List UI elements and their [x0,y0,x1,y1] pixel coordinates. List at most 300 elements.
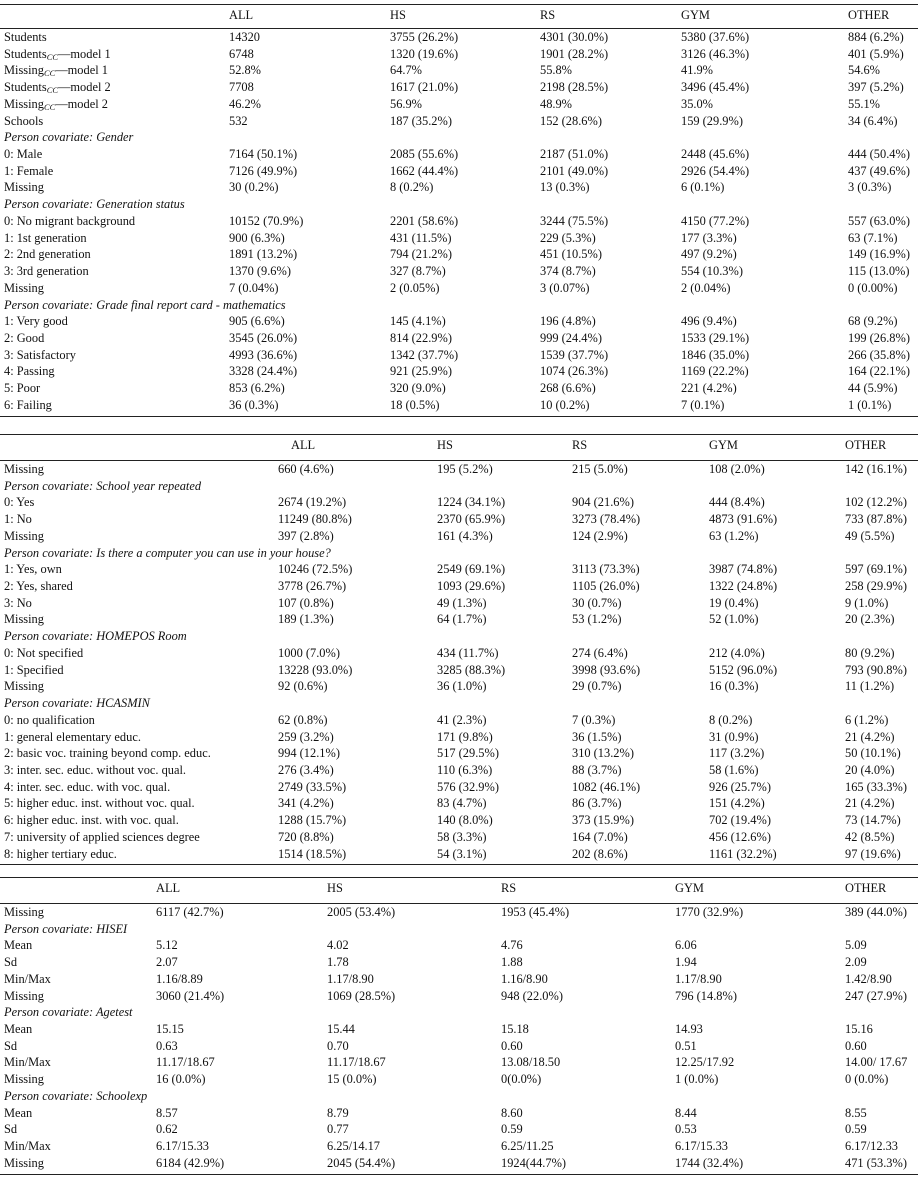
table-cell: 20 (4.0%) [845,762,895,777]
table-cell: 54 (3.1%) [437,846,487,861]
table-cell: 1744 (32.4%) [675,1155,744,1170]
table-cell: 1288 (15.7%) [278,813,347,828]
table-row [0,988,918,1005]
table-cell: 2674 (19.2%) [278,495,347,510]
table-row [0,954,918,971]
row-label: Sd [4,1122,18,1137]
section-heading-row [0,478,918,495]
table-row [0,461,918,478]
column-header: HS [327,881,343,895]
column-header: HS [390,8,406,22]
table-cell: 1 (0.1%) [848,397,892,412]
row-label [4,46,111,63]
row-label [4,79,111,96]
table-row [0,113,918,130]
table-cell: 13 (0.3%) [540,180,590,195]
row-label: Missing [4,988,44,1003]
table-cell: 397 (2.8%) [278,528,334,543]
table-row [0,1121,918,1138]
section-heading-row [0,695,918,712]
table-cell: 1.42/8.90 [845,971,892,986]
table-cell: 341 (4.2%) [278,796,334,811]
table-cell: 2926 (54.4%) [681,163,750,178]
table-cell: 3 (0.3%) [848,180,892,195]
table-cell: 229 (5.3%) [540,230,596,245]
section-heading: Person covariate: Agetest [4,1005,133,1020]
table-cell: 63 (7.1%) [848,230,898,245]
table-cell: 1539 (37.7%) [540,347,609,362]
table-cell: 64 (1.7%) [437,612,487,627]
table-cell: 532 [229,113,248,128]
row-label-subscript: CC [43,68,56,79]
table-row [0,779,918,796]
table-bottom-rule [0,864,918,865]
table-cell: 15.16 [845,1022,873,1037]
table-cell: 151 (4.2%) [709,796,765,811]
table-cell: 3273 (78.4%) [572,512,641,527]
row-label-text: Missing [4,96,44,111]
table-cell: 110 (6.3%) [437,762,493,777]
table-cell: 1342 (37.7%) [390,347,459,362]
table-row [0,280,918,297]
row-label: Missing [4,280,44,295]
table-cell: 2749 (33.5%) [278,779,347,794]
table-cell: 3244 (75.5%) [540,213,609,228]
table-cell: 7 (0.1%) [681,397,725,412]
table-cell: 373 (15.9%) [572,813,634,828]
table-cell: 2.07 [156,955,178,970]
table-cell: 0.60 [845,1038,867,1053]
table-cell: 140 (8.0%) [437,813,493,828]
table-row [0,904,918,921]
table-top-rule [0,4,918,5]
row-label-subscript: CC [46,85,59,96]
table-cell: 471 (53.3%) [845,1155,907,1170]
table-row [0,347,918,364]
row-label: 0: Not specified [4,645,84,660]
table-cell: 49 (1.3%) [437,595,487,610]
section-heading-row [0,196,918,213]
row-label: Min/Max [4,1139,51,1154]
row-label: 0: Male [4,147,43,162]
row-label: 8: higher tertiary educ. [4,846,117,861]
table-cell: 159 (29.9%) [681,113,743,128]
row-label: Min/Max [4,1055,51,1070]
table-cell: 88 (3.7%) [572,762,622,777]
section-heading-row [0,921,918,938]
table-row [0,213,918,230]
table-cell: 733 (87.8%) [845,512,907,527]
table-cell: 8.60 [501,1105,523,1120]
table-row [0,397,918,414]
table-row [0,1138,918,1155]
table-cell: 212 (4.0%) [709,645,765,660]
row-label-suffix: —model 1 [58,46,111,61]
table-cell: 1224 (34.1%) [437,495,506,510]
column-header: ALL [156,881,181,895]
column-header: RS [501,881,517,895]
table-cell: 6.17/15.33 [156,1139,210,1154]
row-label-suffix: —model 1 [55,63,108,78]
table-cell: 107 (0.8%) [278,595,334,610]
table-cell: 900 (6.3%) [229,230,285,245]
table-cell: 4301 (30.0%) [540,30,609,44]
table-row [0,528,918,545]
table-cell: 4873 (91.6%) [709,512,778,527]
table-cell: 9 (1.0%) [845,595,889,610]
table-cell: 6 (0.1%) [681,180,725,195]
row-label-text: Students [4,46,47,61]
row-label: 0: no qualification [4,712,95,727]
table-cell: 10246 (72.5%) [278,562,353,577]
table-cell: 1514 (18.5%) [278,846,347,861]
table-cell: 576 (32.9%) [437,779,499,794]
section-heading-row [0,1004,918,1021]
table-cell: 6.06 [675,938,697,953]
table-cell: 18 (0.5%) [390,397,440,412]
table-cell: 53 (1.2%) [572,612,622,627]
table-cell: 497 (9.2%) [681,247,737,262]
table-cell: 2085 (55.6%) [390,147,459,162]
row-label [4,96,108,113]
table-cell: 1617 (21.0%) [390,80,459,95]
row-label: Sd [4,955,18,970]
table-cell: 5.09 [845,938,867,953]
table-cell: 4993 (36.6%) [229,347,298,362]
table-cell: 202 (8.6%) [572,846,628,861]
table-cell: 124 (2.9%) [572,528,628,543]
column-header: GYM [709,438,738,452]
table-cell: 199 (26.8%) [848,330,910,345]
table-cell: 42 (8.5%) [845,829,895,844]
table-cell: 327 (8.7%) [390,264,446,279]
table-cell: 4150 (77.2%) [681,213,750,228]
table-cell: 444 (8.4%) [709,495,765,510]
row-label: 3: Satisfactory [4,347,76,362]
table-cell: 10 (0.2%) [540,397,590,412]
table-row [0,1105,918,1122]
table-top-rule [0,434,918,435]
table-row [0,1038,918,1055]
table-row [0,678,918,695]
table-cell: 215 (5.0%) [572,462,628,476]
table-cell: 6 (1.2%) [845,712,889,727]
table-cell: 35.0% [681,96,714,111]
table-cell: 0.59 [845,1122,867,1137]
row-label: Mean [4,1105,33,1120]
table-cell: 13228 (93.0%) [278,662,353,677]
table-cell: 19 (0.4%) [709,595,759,610]
table-row [0,1071,918,1088]
table-cell: 904 (21.6%) [572,495,634,510]
column-header: ALL [291,438,316,452]
row-label: Missing [4,462,44,476]
table-cell: 266 (35.8%) [848,347,910,362]
table-cell: 149 (16.9%) [848,247,910,262]
table-cell: 52 (1.0%) [709,612,759,627]
table-cell: 15.44 [327,1022,355,1037]
table-cell: 7164 (50.1%) [229,147,298,162]
table-cell: 142 (16.1%) [845,462,907,476]
table-cell: 52.8% [229,63,262,78]
table-row [0,79,918,96]
row-label: Missing [4,528,44,543]
table-row [0,937,918,954]
row-label: 7: university of applied sciences degree [4,829,200,844]
section-heading: Person covariate: HOMEPOS Room [4,629,187,644]
table-cell: 3778 (26.7%) [278,579,347,594]
row-label: Missing [4,1155,44,1170]
row-label: 3: 3rd generation [4,264,89,279]
table-cell: 145 (4.1%) [390,314,446,329]
table-row [0,795,918,812]
row-label: 1: 1st generation [4,230,87,245]
row-label: Missing [4,1072,44,1087]
table-cell: 171 (9.8%) [437,729,493,744]
table-cell: 0.70 [327,1038,349,1053]
row-label: 6: Failing [4,397,52,412]
table-cell: 8.55 [845,1105,867,1120]
table-cell: 2101 (49.0%) [540,163,609,178]
table-cell: 451 (10.5%) [540,247,602,262]
table-cell: 4.76 [501,938,523,953]
table-cell: 3755 (26.2%) [390,30,459,44]
column-header: GYM [675,881,704,895]
table-cell: 456 (12.6%) [709,829,771,844]
table-cell: 3998 (93.6%) [572,662,641,677]
table-cell: 6.25/14.17 [327,1139,381,1154]
table-cell: 11 (1.2%) [845,679,895,694]
table-cell: 49 (5.5%) [845,528,895,543]
section-heading-row [0,1088,918,1105]
table-cell: 20 (2.3%) [845,612,895,627]
table-cell: 5152 (96.0%) [709,662,778,677]
table-cell: 30 (0.2%) [229,180,279,195]
table-row [0,712,918,729]
row-label-text: Students [4,80,47,95]
table-cell: 1.16/8.89 [156,971,203,986]
table-cell: 41 (2.3%) [437,712,487,727]
table-cell: 397 (5.2%) [848,80,904,95]
table-cell: 2370 (65.9%) [437,512,506,527]
row-label: 0: Yes [4,495,35,510]
table-row [0,163,918,180]
table-cell: 389 (44.0%) [845,905,907,919]
table-cell: 274 (6.4%) [572,645,628,660]
table-cell: 921 (25.9%) [390,364,452,379]
table-cell: 554 (10.3%) [681,264,743,279]
row-label: Missing [4,180,44,195]
section-heading: Person covariate: Grade final report card - mathematics [4,297,286,312]
table-cell: 54.6% [848,63,881,78]
table-cell: 3113 (73.3%) [572,562,640,577]
table-cell: 1846 (35.0%) [681,347,750,362]
table-cell: 720 (8.8%) [278,829,334,844]
table-cell: 0.53 [675,1122,697,1137]
row-label: Schools [4,113,44,128]
table-row [0,62,918,79]
table-row [0,829,918,846]
table-cell: 793 (90.8%) [845,662,907,677]
section-heading: Person covariate: Generation status [4,197,185,212]
column-header: GYM [681,8,710,22]
table-cell: 152 (28.6%) [540,113,602,128]
table-cell: 1069 (28.5%) [327,988,396,1003]
table-cell: 2045 (54.4%) [327,1155,396,1170]
table-cell: 431 (11.5%) [390,230,452,245]
table-cell: 1770 (32.9%) [675,905,744,919]
row-label: 2: Good [4,330,45,345]
table-cell: 1891 (13.2%) [229,247,298,262]
table-cell: 2198 (28.5%) [540,80,609,95]
column-header: RS [572,438,588,452]
table-row [0,729,918,746]
table-cell: 2 (0.04%) [681,280,731,295]
table-cell: 2005 (53.4%) [327,905,396,919]
table-cell: 2187 (51.0%) [540,147,609,162]
table-cell: 0.59 [501,1122,523,1137]
table-cell: 68 (9.2%) [848,314,898,329]
table-row [0,29,918,46]
table-cell: 3060 (21.4%) [156,988,225,1003]
table-cell: 1662 (44.4%) [390,163,459,178]
table-cell: 1 (0.0%) [675,1072,719,1087]
table-cell: 46.2% [229,96,262,111]
table-cell: 34 (6.4%) [848,113,898,128]
table-cell: 994 (12.1%) [278,746,340,761]
table-cell: 21 (4.2%) [845,729,895,744]
section-heading-row [0,297,918,314]
table-cell: 3987 (74.8%) [709,562,778,577]
table-cell: 1.88 [501,955,523,970]
section-heading-row [0,545,918,562]
table-cell: 1.94 [675,955,697,970]
column-header: ALL [229,8,254,22]
table-row [0,1054,918,1071]
table-cell: 8.79 [327,1105,349,1120]
table-row [0,611,918,628]
table-cell: 12.25/17.92 [675,1055,735,1070]
table-cell: 3126 (46.3%) [681,46,750,61]
table-cell: 4.02 [327,938,349,953]
table-cell: 30 (0.7%) [572,595,622,610]
table-cell: 3328 (24.4%) [229,364,298,379]
table-cell: 55.1% [848,96,881,111]
row-label: 2: 2nd generation [4,247,91,262]
table-cell: 1000 (7.0%) [278,645,340,660]
table-cell: 5380 (37.6%) [681,30,750,44]
table-row [0,96,918,113]
table-row [0,745,918,762]
table-row [0,1155,918,1172]
table-cell: 16 (0.0%) [156,1072,206,1087]
row-label: 1: Yes, own [4,562,62,577]
table-row [0,146,918,163]
table-cell: 1.16/8.90 [501,971,548,986]
table-cell: 1322 (24.8%) [709,579,778,594]
table-cell: 7708 [229,80,254,95]
table-cell: 196 (4.8%) [540,314,596,329]
table-cell: 31 (0.9%) [709,729,759,744]
table-cell: 50 (10.1%) [845,746,901,761]
table-row [0,494,918,511]
table-cell: 29 (0.7%) [572,679,622,694]
table-cell: 517 (29.5%) [437,746,499,761]
row-label: 2: Yes, shared [4,579,73,594]
table-cell: 86 (3.7%) [572,796,622,811]
row-label-subscript: CC [46,51,59,62]
row-label [4,62,108,79]
table-row [0,230,918,247]
table-cell: 884 (6.2%) [848,30,904,44]
table-cell: 11.17/18.67 [156,1055,215,1070]
table-row [0,363,918,380]
table-cell: 15.18 [501,1022,529,1037]
table-row [0,511,918,528]
table-cell: 48.9% [540,96,573,111]
table-cell: 1161 (32.2%) [709,846,777,861]
table-cell: 177 (3.3%) [681,230,737,245]
table-cell: 0 (0.00%) [848,280,898,295]
table-cell: 1.17/8.90 [675,971,722,986]
table-cell: 1953 (45.4%) [501,905,570,919]
table-cell: 6.25/11.25 [501,1139,554,1154]
section-heading: Person covariate: Gender [4,130,134,145]
table-row [0,971,918,988]
row-label: 4: inter. sec. educ. with voc. qual. [4,779,171,794]
table-row [0,812,918,829]
table-cell: 161 (4.3%) [437,528,493,543]
table-cell: 437 (49.6%) [848,163,910,178]
table-cell: 83 (4.7%) [437,796,487,811]
row-label: Missing [4,905,44,919]
row-label: 1: No [4,512,32,527]
table-cell: 6117 (42.7%) [156,905,224,919]
table-cell: 1.78 [327,955,349,970]
table-cell: 374 (8.7%) [540,264,596,279]
table-cell: 7 (0.04%) [229,280,279,295]
table-row [0,1021,918,1038]
table-cell: 496 (9.4%) [681,314,737,329]
table-cell: 189 (1.3%) [278,612,334,627]
table-cell: 10152 (70.9%) [229,213,304,228]
table-cell: 187 (35.2%) [390,113,452,128]
table-cell: 36 (0.3%) [229,397,279,412]
table-cell: 5.12 [156,938,178,953]
table-cell: 117 (3.2%) [709,746,765,761]
table-cell: 16 (0.3%) [709,679,759,694]
table-cell: 164 (22.1%) [848,364,910,379]
table-cell: 1533 (29.1%) [681,330,750,345]
table-cell: 6184 (42.9%) [156,1155,225,1170]
table-cell: 8 (0.2%) [709,712,753,727]
table-cell: 2 (0.05%) [390,280,440,295]
table-cell: 276 (3.4%) [278,762,334,777]
table-cell: 44 (5.9%) [848,381,898,396]
row-label: 1: Female [4,163,54,178]
table-cell: 8.57 [156,1105,178,1120]
table-cell: 164 (7.0%) [572,829,628,844]
table-cell: 268 (6.6%) [540,381,596,396]
table-top-rule [0,877,918,878]
table-cell: 6.17/15.33 [675,1139,729,1154]
table-cell: 80 (9.2%) [845,645,895,660]
row-label: 1: Specified [4,662,64,677]
table-cell: 14.00/ 17.67 [845,1055,908,1070]
table-cell: 58 (3.3%) [437,829,487,844]
column-header: OTHER [848,8,890,22]
table-cell: 0 (0.0%) [845,1072,889,1087]
